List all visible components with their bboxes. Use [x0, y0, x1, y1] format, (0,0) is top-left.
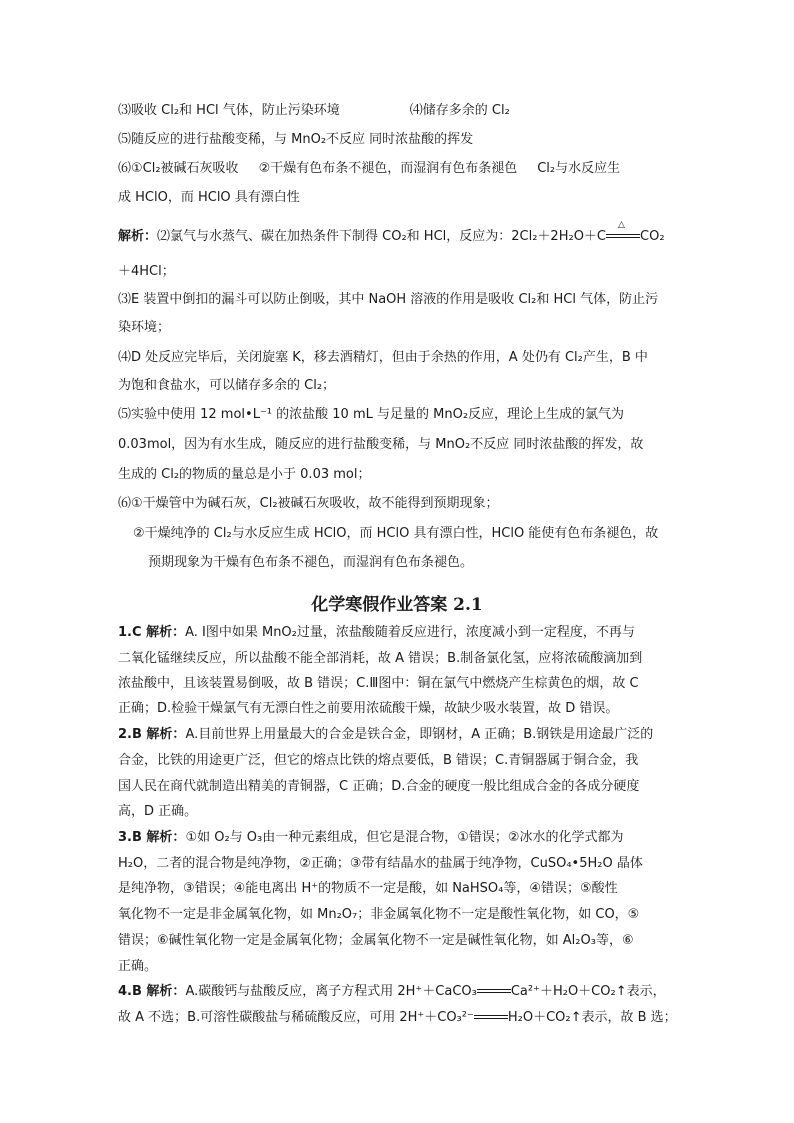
q2-text: A.目前世界上用量最大的合金是铁合金，即钢材，A 正确；B.钢铁是用途最广泛的 [185, 727, 654, 742]
q2-line-3: 国人民在商代就制造出精美的青铜器，C 正确；D.合金的硬度一般比组成合金的各成分硬度 [118, 779, 640, 794]
q4-text: A.碳酸钙与盐酸反应，离子方程式用 2H⁺＋CaCO₃ [185, 984, 477, 999]
q4-text-end: Ca²⁺＋H₂O＋CO₂↑表示， [510, 984, 666, 999]
q2-line-2: 合金，比铁的用途更广泛，但它的熔点比铁的熔点要低，B 错误；C.青铜器属于铜合金，我 [118, 753, 639, 768]
analysis-line-3: ⑶E 装置中倒扣的漏斗可以防止倒吸，其中 NaOH 溶液的作用是吸收 Cl₂和 HCl 气体，防止污 [118, 292, 659, 307]
analysis-label: 解析： [146, 830, 186, 845]
answer-item-5: ⑸随反应的进行盐酸变稀，与 MnO₂不反应 同时浓盐酸的挥发 [118, 132, 474, 147]
analysis-line-9: 生成的 Cl₂的物质的量总是小于 0.03 mol； [118, 467, 371, 482]
q4-text-2-end: H₂O＋CO₂↑表示，故 B 选； [507, 1010, 677, 1025]
answer-item-4: ⑷储存多余的 Cl₂ [409, 103, 510, 118]
answer-item-6-part-1: ⑹①Cl₂被碱石灰吸收 [118, 161, 239, 176]
q3-text: ①如 O₂与 O₃由一种元素组成，但它是混合物，①错误；②冰水的化学式都为 [185, 830, 624, 845]
q4-line-2 [118, 1008, 677, 1028]
heat-symbol: △ [618, 219, 625, 230]
q3-line-6: 正确。 [118, 959, 158, 974]
equation-sign [474, 1013, 508, 1023]
page-title: 化学寒假作业答案 2.1 [311, 595, 483, 615]
q1-line-4: 正确；D.检验干燥氯气有无漂白性之前要用浓硫酸干燥，故缺少吸水装置，故 D 错误。 [118, 701, 619, 716]
q1-line-3: 浓盐酸中，且该装置易倒吸，故 B 错误；C.Ⅲ图中：铜在氯气中燃烧产生棕黄色的烟，故 C [118, 676, 639, 691]
analysis-label: 解析： [146, 727, 186, 742]
q4-line-1 [118, 982, 666, 1002]
answer-item-6-part-3: Cl₂与水反应生 [537, 161, 621, 176]
question-number: 1.C [118, 625, 147, 640]
q1-line-1 [118, 623, 635, 643]
analysis-line-5: ⑷D 处反应完毕后，关闭旋塞 K，移去酒精灯，但由于余热的作用，A 处仍有 Cl₂产生，B 中 [118, 350, 648, 365]
equation-sign [477, 987, 511, 997]
q3-line-4: 氧化物不一定是非金属氧化物，如 Mn₂O₇；非金属氧化物不一定是酸性氧化物，如 CO，⑤ [118, 907, 640, 922]
q3-line-5: 错误；⑥碱性氧化物一定是金属氧化物；金属氧化物不一定是碱性氧化物，如 Al₂O₃等，⑥ [118, 933, 634, 948]
answer-item-6 [118, 159, 620, 179]
analysis-line-12: 预期现象为干燥有色布条不褪色，而湿润有色布条褪色。 [148, 555, 474, 570]
analysis-line-8: 0.03mol，因为有水生成，随反应的进行盐酸变稀，与 MnO₂不反应 同时浓盐酸的挥发，故 [118, 437, 644, 452]
answer-item-6-cont: 成 HClO，而 HClO 具有漂白性 [118, 190, 300, 205]
q3-line-1 [118, 828, 624, 848]
answer-item-6-part-2: ②干燥有色布条不褪色，而湿润有色布条褪色 [258, 161, 518, 176]
q3-line-3: 是纯净物，③错误；④能电离出 H⁺的物质不一定是酸，如 NaHSO₄等，④错误；⑤酸性 [118, 881, 618, 896]
answer-item-3: ⑶吸收 Cl₂和 HCl 气体，防止污染环境 [118, 103, 340, 118]
analysis-line-7: ⑸实验中使用 12 mol•L⁻¹ 的浓盐酸 10 mL 与足量的 MnO₂反应，理论上生成的氯气为 [118, 407, 625, 422]
analysis-line-6: 为饱和食盐水，可以储存多余的 Cl₂； [118, 378, 336, 393]
analysis-label: 解析： [146, 984, 186, 999]
q1-line-2: 二氧化锰继续反应，所以盐酸不能全部消耗，故 A 错误；B.制备氯化氢，应将浓硫酸滴加到 [118, 651, 643, 666]
analysis-label: 解析： [146, 625, 186, 640]
analysis-line-2: ＋4HCl； [118, 264, 175, 279]
analysis-label: 解析： [118, 229, 158, 244]
reaction-arrow [606, 219, 640, 242]
q1-text: A. Ⅰ图中如果 MnO₂过量，浓盐酸随着反应进行，浓度减小到一定程度，不再与 [185, 625, 635, 640]
analysis-line-4: 染环境； [118, 320, 171, 335]
analysis-line-11: ②干燥纯净的 Cl₂与水反应生成 HClO，而 HClO 具有漂白性，HClO 能使有色布条褪色，故 [133, 526, 659, 541]
q3-line-2: H₂O，二者的混合物是纯净物，②正确；③带有结晶水的盐属于纯净物，CuSO₄•5H₂O 晶体 [118, 856, 643, 871]
analysis-text: ⑵氯气与水蒸气、碳在加热条件下制得 CO₂和 HCl，反应为：2Cl₂＋2H₂O＋C [157, 229, 607, 244]
question-number: 4.B [118, 984, 147, 999]
q2-line-4: 高，D 正确。 [118, 804, 198, 819]
analysis-text-end: CO₂ [640, 229, 665, 244]
answer-item-3-4 [118, 101, 510, 121]
analysis-line-1 [118, 219, 665, 247]
q2-line-1 [118, 725, 653, 745]
question-number: 2.B [118, 727, 147, 742]
q4-text-2: 故 A 不选；B.可溶性碳酸盐与稀硫酸反应，可用 2H⁺＋CO₃²⁻ [118, 1010, 474, 1025]
analysis-line-10: ⑹①干燥管中为碱石灰，Cl₂被碱石灰吸收，故不能得到预期现象； [118, 496, 499, 511]
question-number: 3.B [118, 830, 147, 845]
